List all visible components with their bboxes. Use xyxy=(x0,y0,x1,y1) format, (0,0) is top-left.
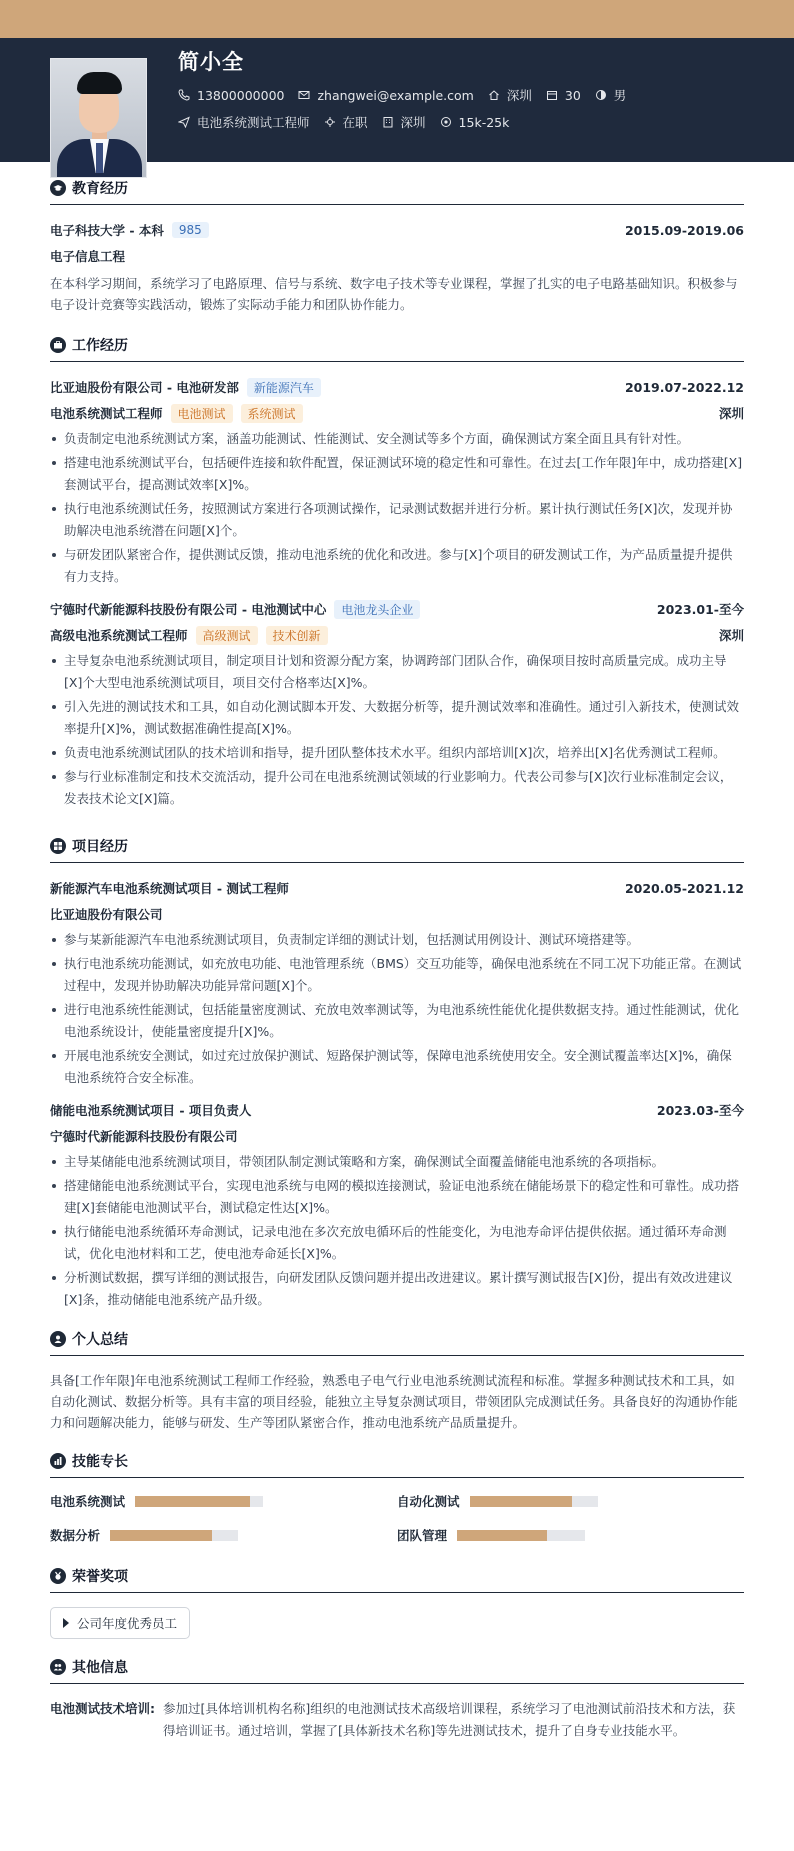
section-header xyxy=(50,1329,744,1356)
briefcase-icon xyxy=(50,337,66,353)
education-entry-head xyxy=(50,219,744,241)
company-tag: 电池龙头企业 xyxy=(334,600,420,619)
section-header xyxy=(50,1451,744,1478)
phone-icon xyxy=(178,89,190,101)
section-title: 工作经历 xyxy=(72,338,128,354)
project-company: 宁德时代新能源科技股份有限公司 xyxy=(50,1129,238,1144)
header-accent-band xyxy=(0,0,794,38)
work-entry xyxy=(50,376,744,588)
job-location: 深圳 xyxy=(718,406,744,421)
project-name: 新能源汽车电池系统测试项目 - 测试工程师 xyxy=(50,881,289,896)
skill-bar-fill xyxy=(470,1496,572,1507)
medal-icon xyxy=(50,1568,66,1584)
hometown-text: 深圳 xyxy=(506,88,532,103)
skill-name: 自动化测试 xyxy=(397,1494,460,1509)
skill-item xyxy=(50,1526,397,1544)
work-section xyxy=(50,335,744,810)
status-item xyxy=(324,113,368,131)
bullet-item: 执行电池系统测试任务，按照测试方案进行各项测试操作，记录测试数据并进行分析。累计执行测试任务[X]次，发现并协助解决电池系统潜在问题[X]个。 xyxy=(50,498,744,542)
project-company: 比亚迪股份有限公司 xyxy=(50,907,163,922)
grid-icon xyxy=(50,838,66,854)
salary-text: 15k-25k xyxy=(458,114,510,130)
position-text: 电池系统测试工程师 xyxy=(197,115,310,130)
skill-bar xyxy=(110,1530,238,1541)
section-header xyxy=(50,1657,744,1684)
skill-tag: 电池测试 xyxy=(171,404,233,423)
section-title: 个人总结 xyxy=(72,1332,128,1348)
age-icon xyxy=(546,89,558,101)
project-entry-head xyxy=(50,877,744,899)
section-title: 其他信息 xyxy=(72,1660,128,1676)
phone-text: 13800000000 xyxy=(197,87,285,103)
skills-section xyxy=(50,1451,744,1544)
work-date: 2023.01-至今 xyxy=(656,602,744,617)
skill-name: 团队管理 xyxy=(397,1528,448,1543)
contact-row xyxy=(178,86,640,104)
bullet-item: 参与行业标准制定和技术交流活动，提升公司在电池系统测试领域的行业影响力。代表公司参与[X]次行业标准制定会议，发表技术论文[X]篇。 xyxy=(50,766,744,810)
company-tag: 新能源汽车 xyxy=(247,378,321,397)
bullet-item: 参与某新能源汽车电池系统测试项目，负责制定详细的测试计划，包括测试用例设计、测试环境搭建等。 xyxy=(50,929,744,951)
project-date: 2020.05-2021.12 xyxy=(624,880,744,896)
play-icon xyxy=(63,1618,69,1628)
bullet-item: 引入先进的测试技术和工具，如自动化测试脚本开发、大数据分析等，提升测试效率和准确性。通过引入新技术，使测试效率提升[X]%，测试数据准确性提高[X]%。 xyxy=(50,696,744,740)
project-bullets xyxy=(50,1151,744,1311)
age-item xyxy=(546,88,581,103)
bullet-item: 分析测试数据，撰写详细的测试报告，向研发团队反馈问题并提出改进建议。累计撰写测试报告[X]份，提出有效改进建议[X]条，推动储能电池系统产品升级。 xyxy=(50,1267,744,1311)
project-entry xyxy=(50,1099,744,1311)
projects-section xyxy=(50,836,744,1311)
skill-item xyxy=(397,1526,744,1544)
city-item xyxy=(382,113,426,131)
work-date: 2019.07-2022.12 xyxy=(624,379,744,395)
skill-item xyxy=(50,1492,397,1510)
skill-bar xyxy=(470,1496,598,1507)
home-icon xyxy=(488,89,500,101)
gender-text: 男 xyxy=(613,88,627,103)
section-header xyxy=(50,335,744,362)
section-header xyxy=(50,178,744,205)
mail-icon xyxy=(298,89,310,101)
work-entry-head xyxy=(50,376,744,398)
bullet-item: 开展电池系统安全测试，如过充过放保护测试、短路保护测试等，保障电池系统使用安全。安全测试覆盖率达[X]%，确保电池系统符合安全标准。 xyxy=(50,1045,744,1089)
skill-tag: 系统测试 xyxy=(241,404,303,423)
project-bullets xyxy=(50,929,744,1089)
bullet-item: 搭建电池系统测试平台，包括硬件连接和软件配置，保证测试环境的稳定性和可靠性。在过去[工作年限]年中，成功搭建[X]套测试平台，提高测试效率[X]%。 xyxy=(50,452,744,496)
bullet-item: 执行储能电池系统循环寿命测试，记录电池在多次充放电循环后的性能变化，为电池寿命评估提供依据。通过循环寿命测试，优化电池材料和工艺，使电池寿命延长[X]%。 xyxy=(50,1221,744,1265)
job-location: 深圳 xyxy=(718,628,744,643)
skills-grid xyxy=(50,1492,744,1544)
bullet-item: 主导复杂电池系统测试项目，制定项目计划和资源分配方案，协调跨部门团队合作，确保项目按时高质量完成。成功主导[X]个大型电池系统测试项目，项目交付合格率达[X]%。 xyxy=(50,650,744,694)
people-icon xyxy=(50,1659,66,1675)
other-text: 参加过[具体培训机构名称]组织的电池测试技术高级培训课程，系统学习了电池测试前沿技术和方法，获得培训证书。通过培训，掌握了[具体新技术名称]等先进测试技术，提升了自身专业技能水平。 xyxy=(163,1701,736,1738)
project-name: 储能电池系统测试项目 - 项目负责人 xyxy=(50,1103,252,1118)
bullet-item: 负责电池系统测试团队的技术培训和指导，提升团队整体技术水平。组织内部培训[X]次，培养出[X]名优秀测试工程师。 xyxy=(50,742,744,764)
skill-bar-fill xyxy=(457,1530,547,1541)
graduation-cap-icon xyxy=(50,180,66,196)
job-title-row xyxy=(50,402,744,424)
work-bullets xyxy=(50,428,744,588)
project-entry xyxy=(50,877,744,1089)
work-entry xyxy=(50,598,744,810)
school-tag: 985 xyxy=(172,222,209,238)
section-header xyxy=(50,836,744,863)
gender-icon xyxy=(595,89,607,101)
user-icon xyxy=(50,1331,66,1347)
skill-tag: 技术创新 xyxy=(266,626,328,645)
send-icon xyxy=(178,116,190,128)
skill-tag: 高级测试 xyxy=(196,626,258,645)
avatar xyxy=(50,58,147,178)
bullet-item: 进行电池系统性能测试，包括能量密度测试、充放电效率测试等，为电池系统性能优化提供数据支持。通过性能测试，优化电池系统设计，使能量密度提升[X]%。 xyxy=(50,999,744,1043)
work-entry-head xyxy=(50,598,744,620)
bullet-item: 与研发团队紧密合作，提供测试反馈，推动电池系统的优化和改进。参与[X]个项目的研发测试工作，为产品质量提升提供有力支持。 xyxy=(50,544,744,588)
project-date: 2023.03-至今 xyxy=(656,1103,744,1118)
bullet-item: 执行电池系统功能测试，如充放电功能、电池管理系统（BMS）交互功能等，确保电池系统在不同工况下功能正常。在测试过程中，发现并协助解决功能异常问题[X]个。 xyxy=(50,953,744,997)
summary-text: 具备[工作年限]年电池系统测试工程师工作经验，熟悉电子电气行业电池系统测试流程和标准。掌握多种测试技术和工具，如自动化测试、数据分析等。具有丰富的项目经验，能独立主导复杂测试项目，带领团队完成测试任务。具备良好的沟通协作能力和问题解决能力，能够与研发、生产等团队紧密合作，推动电池系统产品质量提升。 xyxy=(50,1373,738,1430)
email-item xyxy=(298,88,473,103)
award-item xyxy=(50,1607,190,1639)
other-item xyxy=(50,1698,744,1742)
company-name: 比亚迪股份有限公司 - 电池研发部 xyxy=(50,380,239,395)
status-text: 在职 xyxy=(342,115,368,130)
chart-icon xyxy=(50,1453,66,1469)
job-title: 电池系统测试工程师 xyxy=(50,406,163,421)
other-section xyxy=(50,1657,744,1742)
salary-icon xyxy=(440,116,452,128)
section-title: 教育经历 xyxy=(72,181,128,197)
skill-bar xyxy=(135,1496,263,1507)
summary-section xyxy=(50,1329,744,1433)
job-title-row xyxy=(50,624,744,646)
job-intent-row xyxy=(178,113,523,131)
resume-content xyxy=(50,178,744,1742)
awards-section xyxy=(50,1566,744,1639)
award-text: 公司年度优秀员工 xyxy=(77,1616,178,1631)
position-item xyxy=(178,113,310,131)
other-label: 电池测试技术培训: xyxy=(50,1701,155,1716)
building-icon xyxy=(382,116,394,128)
gender-item xyxy=(595,86,627,104)
education-description: 在本科学习期间，系统学习了电路原理、信号与系统、数字电子技术等专业课程，掌握了扎实的电子电路基础知识。积极参与电子设计竞赛等实践活动，锻炼了实际动手能力和团队协作能力。 xyxy=(50,276,738,312)
school-name: 电子科技大学 - 本科 xyxy=(50,223,164,238)
work-bullets xyxy=(50,650,744,810)
section-header xyxy=(50,1566,744,1593)
skill-bar-fill xyxy=(135,1496,250,1507)
age-text: 30 xyxy=(564,87,581,103)
section-title: 技能专长 xyxy=(72,1454,128,1470)
hometown-item xyxy=(488,86,532,104)
skill-item xyxy=(397,1492,744,1510)
phone-item xyxy=(178,88,284,103)
email-text: zhangwei@example.com xyxy=(317,87,474,103)
job-title: 高级电池系统测试工程师 xyxy=(50,628,188,643)
bullet-item: 主导某储能电池系统测试项目，带领团队制定测试策略和方案，确保测试全面覆盖储能电池系统的各项指标。 xyxy=(50,1151,744,1173)
section-title: 荣誉奖项 xyxy=(72,1569,128,1585)
bullet-item: 负责制定电池系统测试方案，涵盖功能测试、性能测试、安全测试等多个方面，确保测试方案全面且具有针对性。 xyxy=(50,428,744,450)
bullet-item: 搭建储能电池系统测试平台，实现电池系统与电网的模拟连接测试，验证电池系统在储能场景下的稳定性和可靠性。成功搭建[X]套储能电池测试平台，测试稳定性达[X]%。 xyxy=(50,1175,744,1219)
section-title: 项目经历 xyxy=(72,839,128,855)
profile-name: 简小全 xyxy=(178,50,244,74)
salary-item xyxy=(440,115,510,130)
status-icon xyxy=(324,116,336,128)
major: 电子信息工程 xyxy=(50,249,126,264)
education-date: 2015.09-2019.06 xyxy=(624,222,744,238)
project-entry-head xyxy=(50,1099,744,1121)
skill-name: 电池系统测试 xyxy=(50,1494,126,1509)
skill-bar-fill xyxy=(110,1530,212,1541)
education-section xyxy=(50,178,744,315)
skill-name: 数据分析 xyxy=(50,1528,101,1543)
city-text: 深圳 xyxy=(400,115,426,130)
profile-header xyxy=(0,38,794,162)
skill-bar xyxy=(457,1530,585,1541)
company-name: 宁德时代新能源科技股份有限公司 - 电池测试中心 xyxy=(50,602,327,617)
